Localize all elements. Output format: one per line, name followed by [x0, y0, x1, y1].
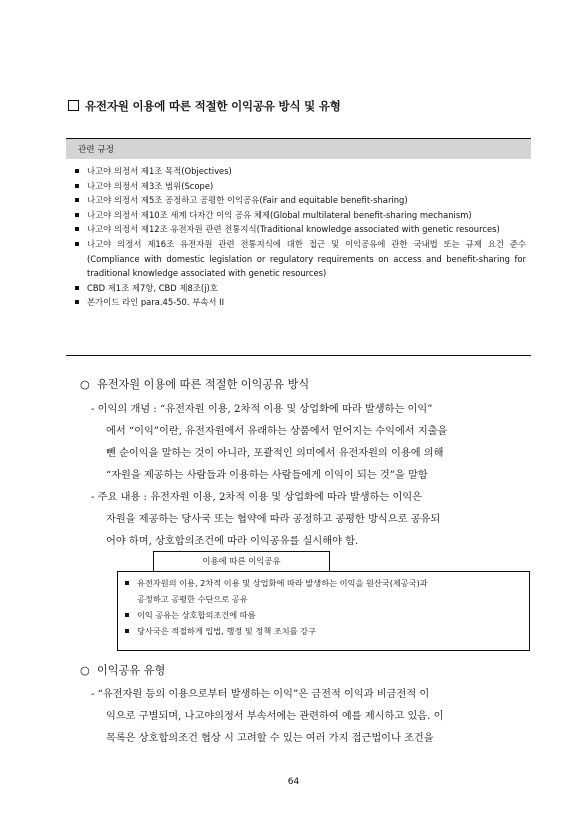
- regulation-item: 나고야 의정서 제1조 목적(Objectives): [74, 164, 526, 179]
- regulation-item: 나고야 의정서 제16조 유전자원 관련 전통지식에 대한 접근 및 이익공유에 관한 국내법 또는 규제 요건 준수(Compliance with domestic legislation or regulatory requirements on access and benefit-sharing for traditional knowledge associated with genetic resources): [74, 237, 526, 281]
- regulation-item: 나고야 의정서 제3조 범위(Scope): [74, 179, 526, 194]
- regulations-header: [66, 139, 531, 159]
- paragraph-line: 목록은 상호합의조건 협상 시 고려할 수 있는 여러 가지 접근법이나 조건을: [106, 733, 434, 744]
- paragraph-line: 에서 “이익”이란, 유전자원에서 유래하는 상품에서 얻어지는 수익에서 지출을: [106, 426, 448, 437]
- benefit-sharing-item: 당사국은 적절하게 입법, 행정 및 정책 조치를 강구: [123, 623, 525, 639]
- subsection-1-title: 유전자원 이용에 따른 적절한 이익공유 방식: [96, 378, 310, 391]
- subsection-2-body: [91, 684, 529, 750]
- benefit-sharing-box-label: 이용에 따른 이익공유: [153, 551, 330, 572]
- regulation-item: 나고야 의정서 제5조 공정하고 공평한 이익공유(Fair and equitable benefit-sharing): [74, 193, 526, 208]
- paragraph-line: “자원을 제공하는 사람들과 이용하는 사람들에게 이익이 되는 것”을 말함: [106, 470, 428, 481]
- section-title: [68, 98, 341, 114]
- checkbox-square-icon: [68, 100, 79, 111]
- paragraph-line: 어야 하며, 상호합의조건에 따라 이익공유를 실시해야 함.: [106, 536, 359, 547]
- paragraph-line: 뺀 순이익을 말하는 것이 아니라, 포괄적인 의미에서 유전자원의 이용에 의해: [106, 448, 444, 459]
- regulations-box: [66, 138, 531, 356]
- regulations-header-text: 관련 규정: [78, 145, 114, 155]
- subsection-2-title: 이익공유 유형: [96, 664, 166, 677]
- page-number: 64: [287, 777, 300, 787]
- regulation-item: CBD 제1조 제7항, CBD 제8조(j)호: [74, 281, 526, 296]
- regulation-item: 본가이드 라인 para.45-50. 부속서 II: [74, 295, 526, 310]
- benefit-sharing-item-continued: 공정하고 공평한 수단으로 공유: [137, 594, 248, 604]
- subsection-1-heading: [80, 376, 309, 392]
- benefit-sharing-item: 이익 공유는 상호합의조건에 따름: [123, 607, 525, 623]
- subsection-1-body: [91, 399, 529, 553]
- benefit-sharing-item: 유전자원의 이용, 2차적 이용 및 상업화에 따라 발생하는 이익을 원산국(제공국)과: [123, 575, 525, 591]
- regulations-list: [74, 164, 526, 310]
- regulation-item: 나고야 의정서 제10조 세계 다자간 이익 공유 체제(Global multilateral benefit-sharing mechanism): [74, 208, 526, 223]
- paragraph-line: - “유전자원 등의 이용으로부터 발생하는 이익”은 금전적 이익과 비금전적 이: [91, 689, 430, 700]
- section-title-text: 유전자원 이용에 따른 적절한 이익공유 방식 및 유형: [85, 99, 341, 113]
- circle-bullet-icon: ○: [80, 664, 90, 677]
- benefit-sharing-list: [123, 575, 525, 639]
- paragraph-line: - 주요 내용 : 유전자원 이용, 2차적 이용 및 상업화에 따라 발생하는 이익은: [91, 492, 423, 503]
- paragraph-line: 자원을 제공하는 당사국 또는 협약에 따라 공정하고 공평한 방식으로 공유되: [106, 514, 441, 525]
- subsection-2-heading: [80, 662, 165, 678]
- paragraph-line: 익으로 구별되며, 나고야의정서 부속서에는 관련하여 예를 제시하고 있음. 이: [106, 711, 444, 722]
- regulation-item: 나고야 의정서 제12조 유전자원 관련 전통지식(Traditional knowledge associated with genetic resources): [74, 222, 526, 237]
- paragraph-line: - 이익의 개념 : “유전자원 이용, 2차적 이용 및 상업화에 따라 발생하는 이익”: [91, 404, 433, 415]
- circle-bullet-icon: ○: [80, 378, 90, 391]
